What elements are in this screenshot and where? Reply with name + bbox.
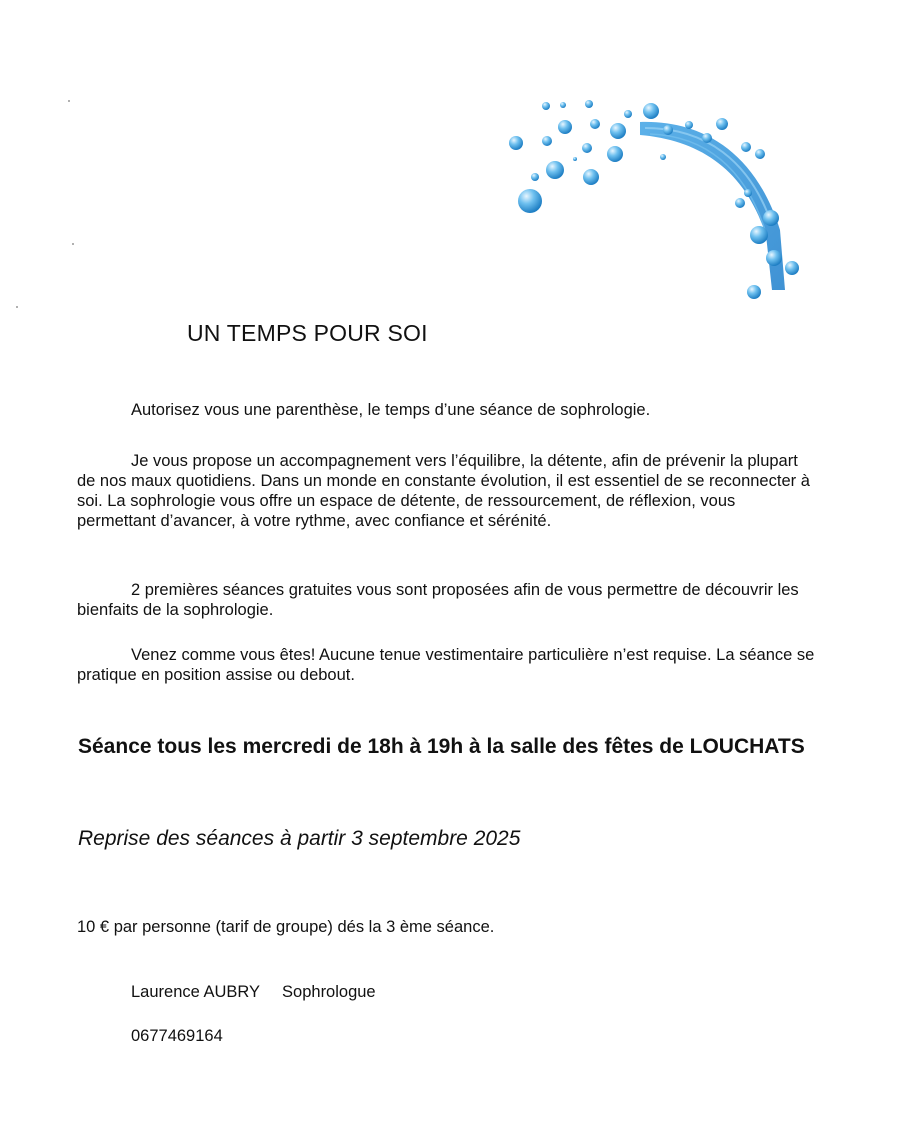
scan-speck (72, 243, 74, 245)
scan-speck (68, 100, 70, 102)
paragraph-text: Je vous propose un accompagnement vers l’équilibre, la détente, afin de prévenir la plupart de nos maux quotidiens. Dans un monde en constante évolution, il est essentiel de se reconnecter à soi. La sophrologie vous offre un espace de détente, de ressourcement, de réflexion, vous permettant d’avancer, à votre rythme, avec confiance et sérénité. (77, 452, 810, 530)
paragraph-text: Autorisez vous une parenthèse, le temps d’une séance de sophrologie. (131, 401, 651, 419)
contact-role: Sophrologue (282, 983, 376, 1001)
restart-date: Reprise des séances à partir 3 septembre 2025 (78, 827, 521, 850)
free-sessions-paragraph (77, 580, 817, 620)
paragraph-text: 2 premières séances gratuites vous sont proposées afin de vous permettre de découvrir les bienfaits de la sophrologie. (77, 581, 799, 619)
schedule-heading: Séance tous les mercredi de 18h à 19h à la salle des fêtes de LOUCHATS (78, 735, 805, 758)
page-title: UN TEMPS POUR SOI (187, 320, 428, 346)
contact-name: Laurence AUBRY (131, 983, 261, 1001)
dress-code-paragraph (77, 645, 817, 685)
scan-speck (16, 306, 18, 308)
price-info: 10 € par personne (tarif de groupe) dés la 3 ème séance. (77, 918, 495, 936)
paragraph-text: Venez comme vous êtes! Aucune tenue vestimentaire particulière n’est requise. La séance se pratique en position assise ou debout. (77, 646, 815, 684)
intro-paragraph (77, 400, 817, 420)
description-paragraph (77, 451, 817, 531)
contact-phone: 0677469164 (131, 1027, 223, 1045)
signature (131, 983, 376, 1002)
water-bubbles-icon (500, 90, 810, 300)
